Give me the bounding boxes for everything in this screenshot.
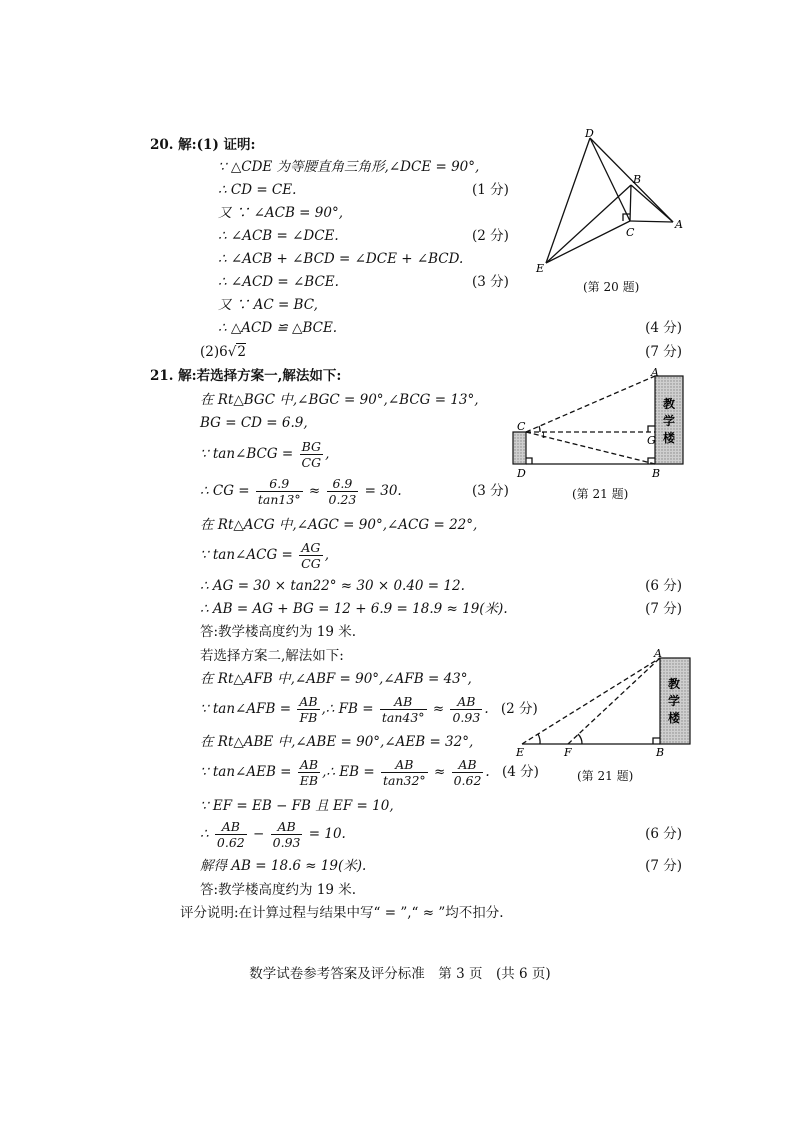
q21-figure1 xyxy=(505,368,700,483)
building-char-2: 学 xyxy=(663,414,676,428)
q21-b6-score: (6 分) xyxy=(645,826,682,842)
q21-a8-score: (7 分) xyxy=(645,601,682,617)
sight-line-EA xyxy=(522,658,660,744)
q21-b2 xyxy=(200,693,538,725)
denominator: CG xyxy=(301,556,321,571)
sight-line-FA xyxy=(568,658,660,744)
denominator: tan13° xyxy=(257,492,301,507)
q21-a9: 答:教学楼高度约为 19 米. xyxy=(200,624,357,640)
q20-line4: ∴ ∠ACB = ∠DCE. xyxy=(218,228,339,244)
sqrt-sign: √ xyxy=(227,344,237,360)
denominator: 0.93 xyxy=(452,710,481,725)
q20-line6: ∴ ∠ACD = ∠BCE. xyxy=(218,274,339,290)
numerator: 6.9 xyxy=(327,476,359,492)
q21-figure2-caption: (第 21 题) xyxy=(577,769,634,783)
fraction xyxy=(298,757,320,788)
numerator: AB xyxy=(450,694,482,710)
edge-EB xyxy=(546,185,631,263)
text: , xyxy=(325,446,330,462)
q21-b3: 在 Rt△ABE 中,∠ABE = 90°,∠AEB = 32°, xyxy=(200,734,474,750)
fraction xyxy=(299,540,323,571)
q20-line2-score: (1 分) xyxy=(472,182,509,198)
numerator: 6.9 xyxy=(256,476,303,492)
label-B: B xyxy=(652,467,661,480)
q21-a1: 在 Rt△BGC 中,∠BGC = 90°,∠BCG = 13°, xyxy=(200,392,479,408)
numerator: BG xyxy=(300,439,324,455)
q21-b5: ∵ EF = EB − FB 且 EF = 10, xyxy=(200,798,394,814)
label-B: B xyxy=(633,173,642,186)
label-D: D xyxy=(517,467,526,480)
q21-a5: 在 Rt△ACG 中,∠AGC = 90°,∠ACG = 22°, xyxy=(200,517,478,533)
page-footer: 数学试卷参考答案及评分标准 第 3 页 (共 6 页) xyxy=(249,966,551,982)
text: ≈ xyxy=(432,701,445,717)
text: ≈ xyxy=(433,764,446,780)
angle-arc-E xyxy=(538,734,540,744)
q20-line5: ∴ ∠ACB + ∠BCD = ∠DCE + ∠BCD. xyxy=(218,251,464,267)
edge-DC xyxy=(590,138,630,221)
edge-CA xyxy=(630,221,673,222)
q21-a4-score: (3 分) xyxy=(472,483,509,499)
q20-part2-prefix: (2)6 xyxy=(200,344,228,360)
edge-DA xyxy=(590,138,673,222)
fraction xyxy=(380,694,427,725)
label-F: F xyxy=(564,746,572,759)
label-B: B xyxy=(656,746,665,759)
q20-line4-score: (2 分) xyxy=(472,228,509,244)
q21-b6 xyxy=(200,818,346,850)
text: ∴ CG = xyxy=(200,483,250,499)
q21-b7-score: (7 分) xyxy=(645,858,682,874)
label-D: D xyxy=(585,128,594,140)
edge-BA xyxy=(631,185,673,222)
q21-heading: 21. 解:若选择方案一,解法如下: xyxy=(150,368,342,384)
q20-line8-score: (4 分) xyxy=(645,320,682,336)
numerator: AB xyxy=(271,819,303,835)
q21-a4 xyxy=(200,475,402,507)
label-A: A xyxy=(651,368,659,379)
q20-line8: ∴ △ACD ≌ △BCE. xyxy=(218,320,338,336)
text: ∵ tan∠AEB = xyxy=(200,764,292,780)
q21-a7-score: (6 分) xyxy=(645,578,682,594)
text: , xyxy=(324,547,329,563)
q20-part2-radicand: 2 xyxy=(237,344,246,360)
fraction xyxy=(215,819,247,850)
text: ≈ xyxy=(308,483,321,499)
text: ,∴ FB = xyxy=(321,701,374,717)
denominator: 0.62 xyxy=(453,773,482,788)
q21-b2-score: (2 分) xyxy=(500,701,538,717)
q20-part2-score: (7 分) xyxy=(645,344,682,360)
numerator: AB xyxy=(381,757,428,773)
q20-figure-caption: (第 20 题) xyxy=(583,280,640,294)
q20-line3: 又 ∵ ∠ACB = 90°, xyxy=(218,205,344,221)
denominator: EB xyxy=(299,773,319,788)
observer-post xyxy=(513,432,526,464)
building-char-3: 楼 xyxy=(663,431,676,445)
fraction xyxy=(452,757,484,788)
numerator: AB xyxy=(299,694,318,709)
denominator: tan32° xyxy=(382,773,426,788)
q21-a8: ∴ AB = AG + BG = 12 + 6.9 = 18.9 ≈ 19(米). xyxy=(200,601,508,617)
building-char-1: 教 xyxy=(663,397,676,411)
numerator: AB xyxy=(215,819,247,835)
q21-figure1-caption: (第 21 题) xyxy=(572,487,629,501)
text: ∵ tan∠AFB = xyxy=(200,701,291,717)
fraction xyxy=(450,694,482,725)
label-E: E xyxy=(516,746,525,759)
q21-b4 xyxy=(200,756,539,788)
building-char-3: 楼 xyxy=(668,711,681,725)
right-angle-mark-B xyxy=(653,738,660,744)
denominator: CG xyxy=(301,455,322,470)
denominator: tan43° xyxy=(381,710,425,725)
text: ∵ tan∠ACG = xyxy=(200,547,293,563)
text: . xyxy=(485,764,490,780)
q20-figure xyxy=(530,128,690,278)
q20-line7: 又 ∵ AC = BC, xyxy=(218,297,318,313)
angle-arc xyxy=(539,426,540,432)
text: = 10. xyxy=(308,826,346,842)
q21-b8: 答:教学楼高度约为 19 米. xyxy=(200,882,357,898)
numerator: AB xyxy=(380,694,427,710)
q21-b4-score: (4 分) xyxy=(502,764,539,780)
numerator: AB xyxy=(298,757,320,773)
angle-arc-F xyxy=(578,734,582,744)
text: ,∴ EB = xyxy=(322,764,375,780)
fraction xyxy=(256,476,303,507)
q20-line6-score: (3 分) xyxy=(472,274,509,290)
label-A: A xyxy=(654,648,662,660)
q21-b0: 若选择方案二,解法如下: xyxy=(200,648,344,664)
fraction xyxy=(271,819,303,850)
q20-line2: ∴ CD = CE. xyxy=(218,182,297,198)
q21-a7: ∴ AG = 30 × tan22° ≈ 30 × 0.40 = 12. xyxy=(200,578,465,594)
q21-a2: BG = CD = 6.9, xyxy=(200,415,308,431)
text: ∵ tan∠BCG = xyxy=(200,446,294,462)
numerator: AB xyxy=(452,757,484,773)
text: = 30. xyxy=(364,483,402,499)
building-char-1: 教 xyxy=(668,677,681,691)
q20-line1: ∵ △CDE 为等腰直角三角形,∠DCE = 90°, xyxy=(218,159,480,175)
q21-grading-note: 评分说明:在计算过程与结果中写“ = ”,“ ≈ ”均不扣分. xyxy=(180,905,504,921)
denominator: 0.23 xyxy=(328,492,357,507)
right-angle-mark-D xyxy=(526,458,532,464)
fraction xyxy=(297,694,319,725)
right-angle-mark-G xyxy=(648,426,655,432)
fraction xyxy=(381,757,428,788)
q20-heading: 20. 解:(1) 证明: xyxy=(150,137,256,153)
q21-b7: 解得 AB = 18.6 ≈ 19(米). xyxy=(200,858,367,874)
angle-label: 1 xyxy=(541,431,547,440)
building-char-2: 学 xyxy=(668,694,681,708)
text: . xyxy=(484,701,489,717)
sight-line-CA xyxy=(526,376,655,432)
text: ∴ xyxy=(200,826,209,842)
denominator: 0.93 xyxy=(272,835,301,850)
denominator: 0.62 xyxy=(216,835,245,850)
q21-b1: 在 Rt△AFB 中,∠ABF = 90°,∠AFB = 43°, xyxy=(200,671,472,687)
q21-a6 xyxy=(200,539,329,571)
fraction xyxy=(300,439,324,470)
label-E: E xyxy=(536,262,545,275)
numerator: AG xyxy=(299,540,323,556)
label-A: A xyxy=(675,218,683,231)
q21-figure2 xyxy=(510,648,700,763)
q20-part2 xyxy=(200,343,246,361)
denominator: FB xyxy=(299,710,318,725)
edge-BC xyxy=(630,185,631,221)
fraction xyxy=(327,476,359,507)
q21-a3 xyxy=(200,438,329,470)
text: − xyxy=(253,826,265,842)
label-C: C xyxy=(517,420,526,433)
label-C: C xyxy=(626,226,635,239)
label-G: G xyxy=(647,434,656,447)
